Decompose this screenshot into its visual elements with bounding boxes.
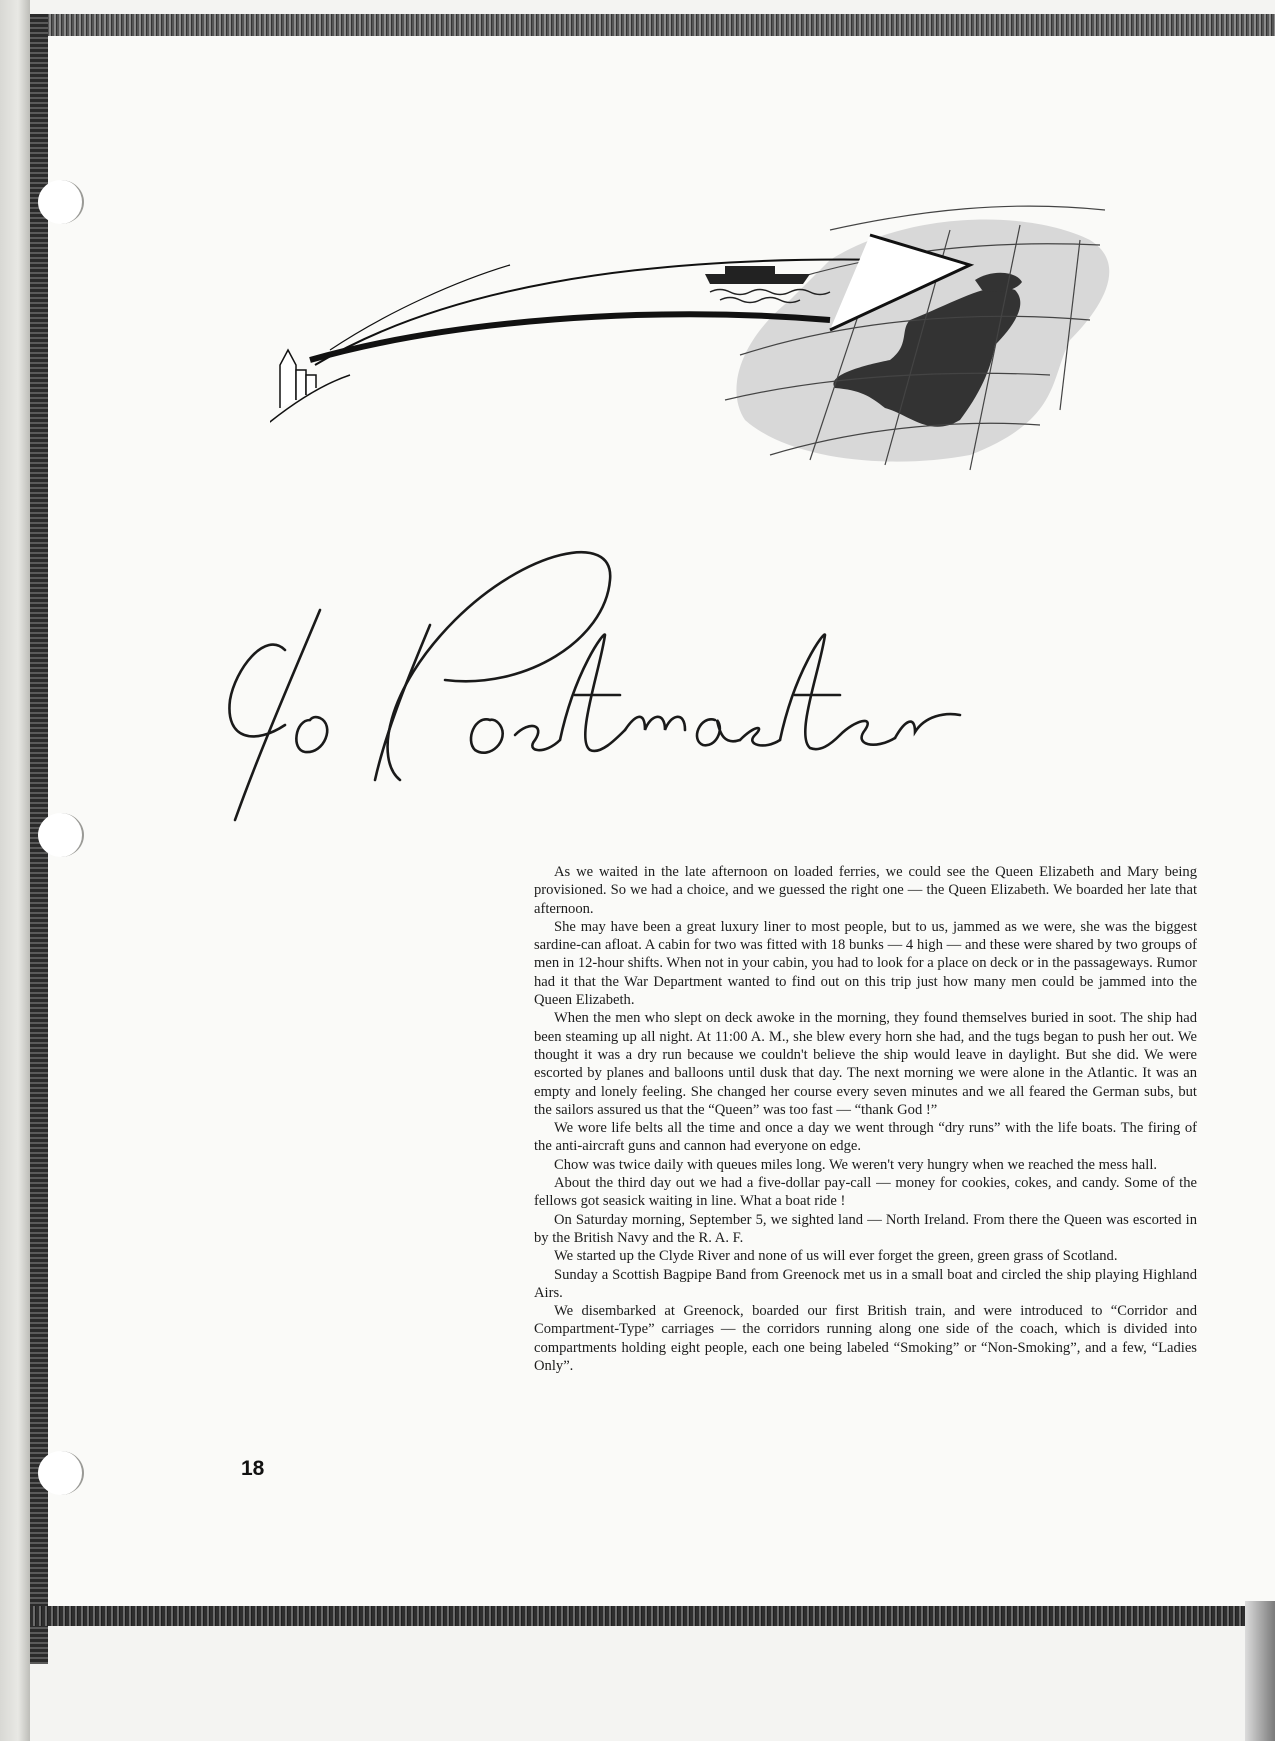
page-corner-shadow (1245, 1601, 1275, 1741)
punch-hole-middle (38, 813, 84, 857)
paragraph: When the men who slept on deck awoke in the morning, they found themselves buried in soot. The ship had been steaming up all night. At 11:00 A. M., she blew every horn she had, and the tugs began to push her out. We thought it was a dry run because we couldn't believe the ship would leave in daylight. But she did. We were escorted by planes and balloons until dusk that day. The next morning we were alone in the Atlantic. It was an empty and lonely feeling. She changed her course every seven minutes and we all feared the German subs, but the sailors assured us that the “Queen” was too fast — “thank God !” (534, 1010, 1197, 1118)
page-border-bottom (30, 1606, 1275, 1626)
paragraph: We wore life belts all the time and once a day we went through “dry runs” with the life boats. The firing of the anti-aircraft guns and cannon had everyone on edge. (534, 1120, 1197, 1155)
paragraph: Sunday a Scottish Bagpipe Band from Greenock met us in a small boat and circled the ship playing Highland Airs. (534, 1266, 1197, 1301)
paragraph: She may have been a great luxury liner to most people, but to us, jammed as we were, she was the biggest sardine-can afloat. A cabin for two was fitted with 18 bunks — 4 high — and these were shared by two groups of men in 12-hour shifts. When not in your cabin, you had to look for a place on deck or in the passageways. Rumor had it that the War Department wanted to find out on this trip just how many men could be jammed into the Queen Elizabeth. (534, 918, 1197, 1009)
article-body (534, 863, 1197, 1375)
c-o-postmaster-script-title (225, 520, 985, 840)
paragraph: We started up the Clyde River and none of us will ever forget the green, green grass of Scotland. (554, 1248, 1118, 1265)
globe-map-icon (725, 206, 1109, 470)
paragraph: We disembarked at Greenock, boarded our first British train, and were introduced to “Corridor and Compartment-Type” carriages — the corridors running along one side of the coach, which is divided into compartments holding eight people, each one being labeled “Smoking” or “Non-Smoking”, and a few, “Ladies Only”. (534, 1303, 1197, 1375)
paragraph: On Saturday morning, September 5, we sighted land — North Ireland. From there the Queen was escorted in by the British Navy and the R. A. F. (534, 1211, 1197, 1246)
paragraph: About the third day out we had a five-dollar pay-call — money for cookies, cokes, and candy. Some of the fellows got seasick waiting in line. What a boat ride ! (534, 1175, 1197, 1210)
page-border-top (32, 14, 1275, 36)
punch-hole-bottom (38, 1451, 84, 1495)
city-skyline-icon (270, 350, 350, 430)
scan-left-edge (0, 0, 30, 1741)
punch-hole-top (38, 180, 84, 224)
postmaster-signature-icon (229, 552, 960, 820)
paragraph: As we waited in the late afternoon on loaded ferries, we could see the Queen Elizabeth and Mary being provisioned. So we had a choice, and we guessed the right one — the Queen Elizabeth. We boarded her late that afternoon. (534, 864, 1197, 917)
voyage-illustration (270, 170, 1210, 500)
paragraph: Chow was twice daily with queues miles long. We weren't very hungry when we reached the mess hall. (554, 1156, 1158, 1173)
page-number: 18 (241, 1457, 265, 1480)
